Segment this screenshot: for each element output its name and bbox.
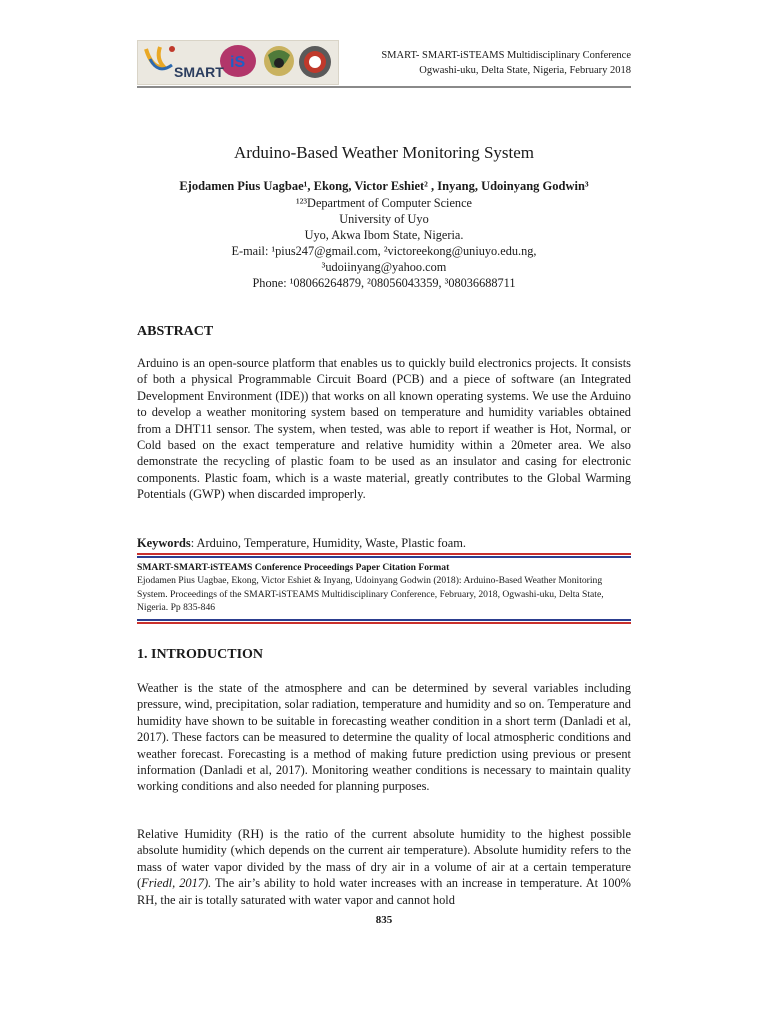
smart-logo-icon [138, 41, 338, 84]
citation-text: Ejodamen Pius Uagbae, Ekong, Victor Eshiet & Inyang, Udoinyang Godwin (2018): Arduino-Based Weather Monitoring System. Proceedings of the SMART-iSTEAMS Multidisciplinary Conference, February, 2018, Ogwashi-uku, Delta State, Nigeria. Pp 835-846 [137, 575, 604, 614]
phone-line: Phone: ¹08066264879, ²08056043359, ³08036688711 [252, 276, 516, 290]
introduction-paragraph-1: Weather is the state of the atmosphere and can be determined by several variables including pressure, wind, precipitation, solar radiation, temperature and humidity and so on. Temperature and humidity have shown to be suitable in forecasting weather condition in a short term (Danladi et al, 2017). These factors can be measured to determine the quality of local atmospheric conditions and weather forecast. Forecasting is a method of making future prediction using previous or present information (Danladi et al, 2017). Monitoring weather conditions is necessary to maintain quality working conditions and also needed for planning purposes. [137, 681, 631, 794]
page-number: 835 [375, 914, 393, 926]
citation-bottom-blue-rule [137, 619, 631, 621]
keywords [137, 536, 631, 551]
email-line-1: E-mail: ¹pius247@gmail.com, ²victoreekong@uniuyo.edu.ng, [231, 244, 537, 258]
citation-friedl: Friedl, 2017). [141, 876, 212, 891]
keywords-text: : Arduino, Temperature, Humidity, Waste, Plastic foam. [190, 536, 466, 550]
affiliation-location: Uyo, Akwa Ibom State, Nigeria. [304, 228, 464, 242]
introduction-paragraph-2 [137, 826, 631, 908]
citation-bottom-red-rule [137, 622, 631, 624]
citation-top-red-rule [137, 553, 631, 555]
citation-heading: SMART-SMART-iSTEAMS Conference Proceedings Paper Citation Format [137, 562, 450, 573]
affiliation-university: University of Uyo [339, 212, 429, 226]
abstract-text: Arduino is an open-source platform that enables us to quickly build electronics projects. It consists of both a physical Programmable Circuit Board (PCB) and a piece of software (an Integrated Development Environment (IDE)) that works on all known operating systems. We use the Arduino to develop a weather monitoring system based on temperature and humidity variables obtained from a DHT11 sensor. The system, when tested, was able to report if weather is Hot, Normal, or Cold based on the exact temperature and relative humidity within a 20meter area. We also demonstrate the recycling of plastic foam to be used as an insulator and casing for electronic components. Plastic foam, which is a waste material, greatly contributes to the Global Warming Potentials (GWP) when discarded improperly. [137, 356, 631, 502]
paragraph-2-text-b: The air’s ability to hold water increases with an increase in temperature. At 100% RH, the air is totally saturated with water vapor and cannot hold [137, 876, 631, 907]
introduction-section [137, 647, 263, 663]
affiliation-department: ¹²³Department of Computer Science [296, 196, 472, 210]
introduction-heading: 1. INTRODUCTION [137, 647, 264, 662]
svg-text:iS: iS [230, 54, 246, 71]
conference-logo-strip [137, 40, 339, 85]
paper-title: Arduino-Based Weather Monitoring System [233, 143, 535, 162]
conference-line-2: Ogwashi-uku, Delta State, Nigeria, February 2018 [419, 65, 631, 76]
conference-info [381, 48, 631, 78]
email-line-2: ³udoiinyang@yahoo.com [321, 260, 447, 274]
abstract-section [137, 324, 213, 340]
conference-line-1: SMART- SMART-iSTEAMS Multidisciplinary Conference [381, 50, 631, 61]
paper-authors: Ejodamen Pius Uagbae¹, Ekong, Victor Eshiet² , Inyang, Udoinyang Godwin³ [179, 179, 589, 193]
abstract-heading: ABSTRACT [137, 324, 214, 339]
header-divider [137, 86, 631, 88]
keywords-label: Keywords [137, 536, 191, 550]
logo-text: SMART [174, 64, 224, 80]
citation-box [137, 558, 631, 615]
paragraph-2-text-a: Relative Humidity (RH) is the ratio of the current absolute humidity to the highest possible absolute humidity (which depends on the current air temperature). Absolute humidity refers to the mass of water vapor divided by the mass of dry air in a volume of air at a certain temperature ( [137, 827, 631, 891]
